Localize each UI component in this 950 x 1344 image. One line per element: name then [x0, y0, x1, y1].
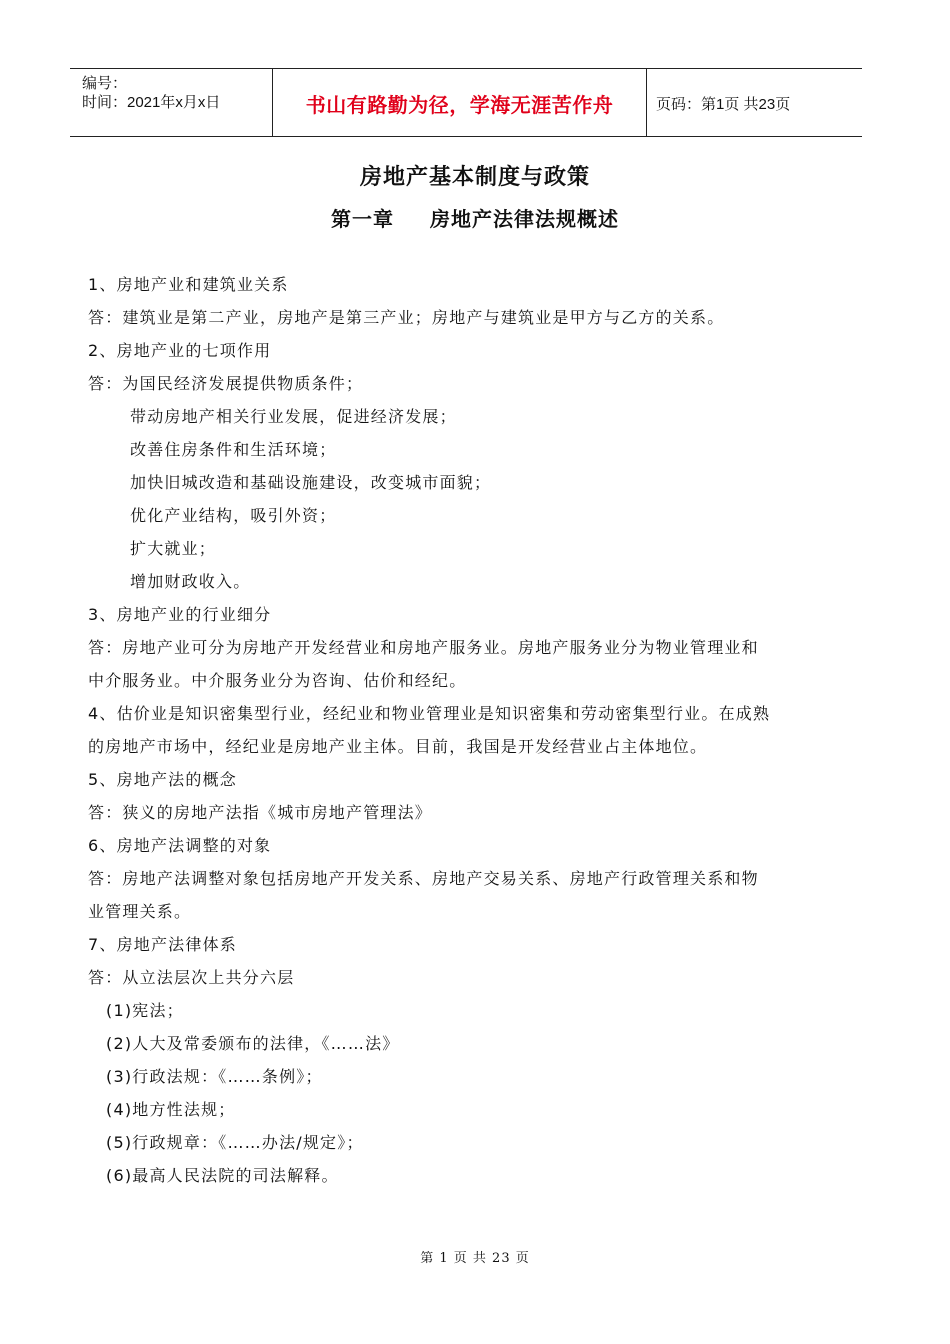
body-line: 改善住房条件和生活环境； — [130, 440, 337, 459]
header-page-cell — [646, 69, 862, 136]
header-meta-cell — [70, 69, 272, 136]
body-line: (2)人大及常委颁布的法律，《……法》 — [106, 1034, 400, 1053]
body-line: 的房地产市场中，经纪业是房地产业主体。目前，我国是开发经营业占主体地位。 — [88, 737, 708, 756]
body-line: (6)最高人民法院的司法解释。 — [106, 1166, 339, 1185]
body-line: 7、房地产法律体系 — [88, 935, 237, 954]
body-line: 优化产业结构，吸引外资； — [130, 506, 337, 525]
chapter-title: 房地产法律法规概述 — [430, 207, 619, 231]
body-line: (4)地方性法规； — [106, 1100, 236, 1119]
body-line: 扩大就业； — [130, 539, 217, 558]
page-footer: 第 1 页 共 23 页 — [420, 1251, 530, 1266]
body-line: 6、房地产法调整的对象 — [88, 836, 272, 855]
body-line: 答：建筑业是第二产业，房地产是第三产业；房地产与建筑业是甲方与乙方的关系。 — [88, 308, 725, 327]
chapter-heading — [0, 203, 950, 232]
body-line: (3)行政法规：《……条例》； — [106, 1067, 323, 1086]
chapter-number: 第一章 — [331, 207, 394, 231]
body-line: 带动房地产相关行业发展，促进经济发展； — [130, 407, 457, 426]
body-line: 答：房地产法调整对象包括房地产开发关系、房地产交易关系、房地产行政管理关系和物 — [88, 869, 759, 888]
document-number-label: 编号： — [82, 75, 128, 92]
body-line: 业管理关系。 — [88, 902, 192, 921]
body-line: (5)行政规章：《……办法/规定》； — [106, 1133, 364, 1152]
body-line: (1)宪法； — [106, 1001, 184, 1020]
body-line: 答：为国民经济发展提供物质条件； — [88, 374, 364, 393]
body-line: 5、房地产法的概念 — [88, 770, 237, 789]
header-motto: 书山有路勤为径，学海无涯苦作舟 — [305, 93, 614, 117]
body-line: 1、房地产业和建筑业关系 — [88, 275, 289, 294]
body-line: 答：房地产业可分为房地产开发经营业和房地产服务业。房地产服务业分为物业管理业和 — [88, 638, 759, 657]
body-line: 4、估价业是知识密集型行业，经纪业和物业管理业是知识密集和劳动密集型行业。在成熟 — [88, 704, 771, 723]
body-line: 答：从立法层次上共分六层 — [88, 968, 295, 987]
body-line: 答：狭义的房地产法指《城市房地产管理法》 — [88, 803, 433, 822]
document-title: 房地产基本制度与政策 — [359, 165, 590, 190]
document-time-label: 时间：2021年x月x日 — [82, 94, 221, 111]
page-header-table — [70, 68, 862, 137]
body-line: 增加财政收入。 — [130, 572, 251, 591]
body-line: 2、房地产业的七项作用 — [88, 341, 272, 360]
header-motto-cell — [272, 69, 647, 136]
document-body — [88, 268, 860, 1192]
body-line: 加快旧城改造和基础设施建设，改变城市面貌； — [130, 473, 492, 492]
header-page-info: 页码：第1页 共23页 — [656, 96, 791, 113]
body-line: 中介服务业。中介服务业分为咨询、估价和经纪。 — [88, 671, 467, 690]
body-line: 3、房地产业的行业细分 — [88, 605, 272, 624]
